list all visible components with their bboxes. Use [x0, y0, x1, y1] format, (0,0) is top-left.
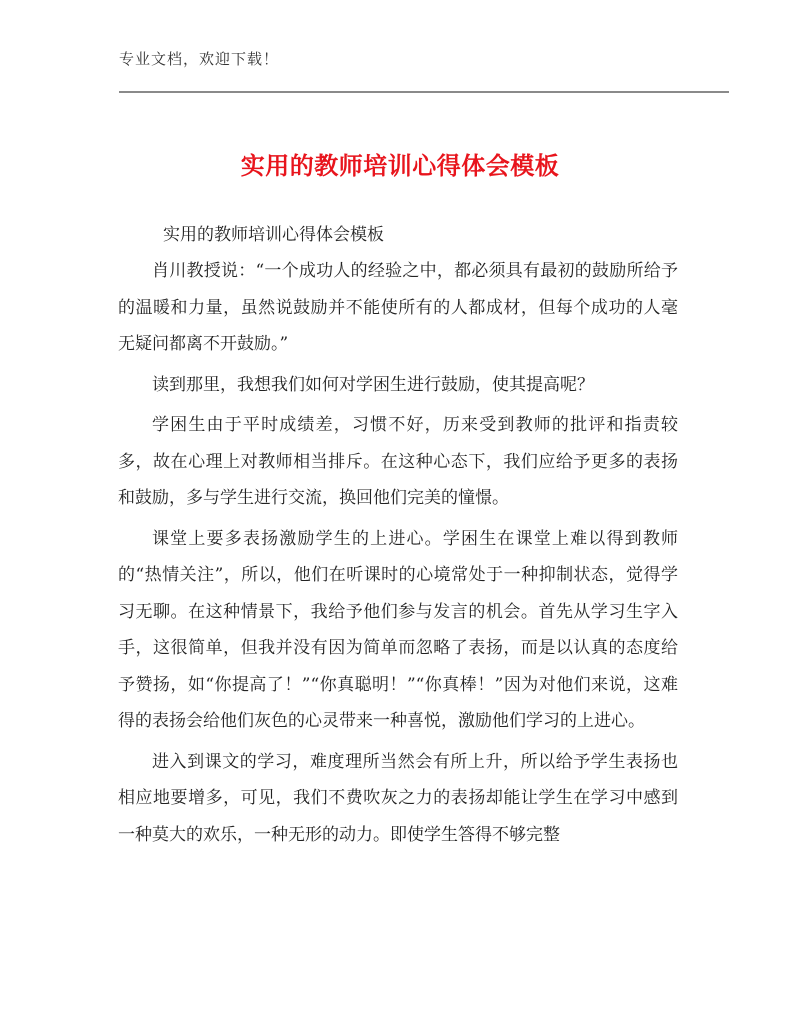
document-body — [118, 253, 678, 857]
paragraph: 进入到课文的学习，难度理所当然会有所上升，所以给予学生表扬也相应地要增多，可见，我们不费吹灰之力的表扬却能让学生在学习中感到一种莫大的欢乐，一种无形的动力。即使学生答得不够完整 — [118, 751, 678, 845]
document-subtitle: 实用的教师培训心得体会模板 — [163, 225, 384, 245]
paragraph: 读到那里，我想我们如何对学困生进行鼓励，使其提高呢？ — [152, 374, 594, 395]
header-note: 专业文档，欢迎下载！ — [119, 50, 280, 68]
document-title: 实用的教师培训心得体会模板 — [240, 152, 560, 180]
paragraph: 肖川教授说：“一个成功人的经验之中，都必须具有最初的鼓励所给予的温暖和力量，虽然说鼓励并不能使所有的人都成材，但每个成功的人毫无疑问都离不开鼓励。” — [118, 261, 678, 354]
paragraph: 学困生由于平时成绩差，习惯不好，历来受到教师的批评和指责较多，故在心理上对教师相当排斥。在这种心态下，我们应给予更多的表扬和鼓励，多与学生进行交流，换回他们完美的憧憬。 — [118, 415, 678, 508]
header-divider — [119, 91, 729, 93]
paragraph: 课堂上要多表扬激励学生的上进心。学困生在课堂上难以得到教师的“热情关注”，所以，他们在听课时的心境常处于一种抑制状态，觉得学习无聊。在这种情景下，我给予他们参与发言的机会。首先从学习生字入手，这很简单，但我并没有因为简单而忽略了表扬，而是以认真的态度给予赞扬，如“你提高了！”“你真聪明！”“你真棒！”因为对他们来说，这难得的表扬会给他们灰色的心灵带来一种喜悦，激励他们学习的上进心。 — [118, 528, 678, 731]
